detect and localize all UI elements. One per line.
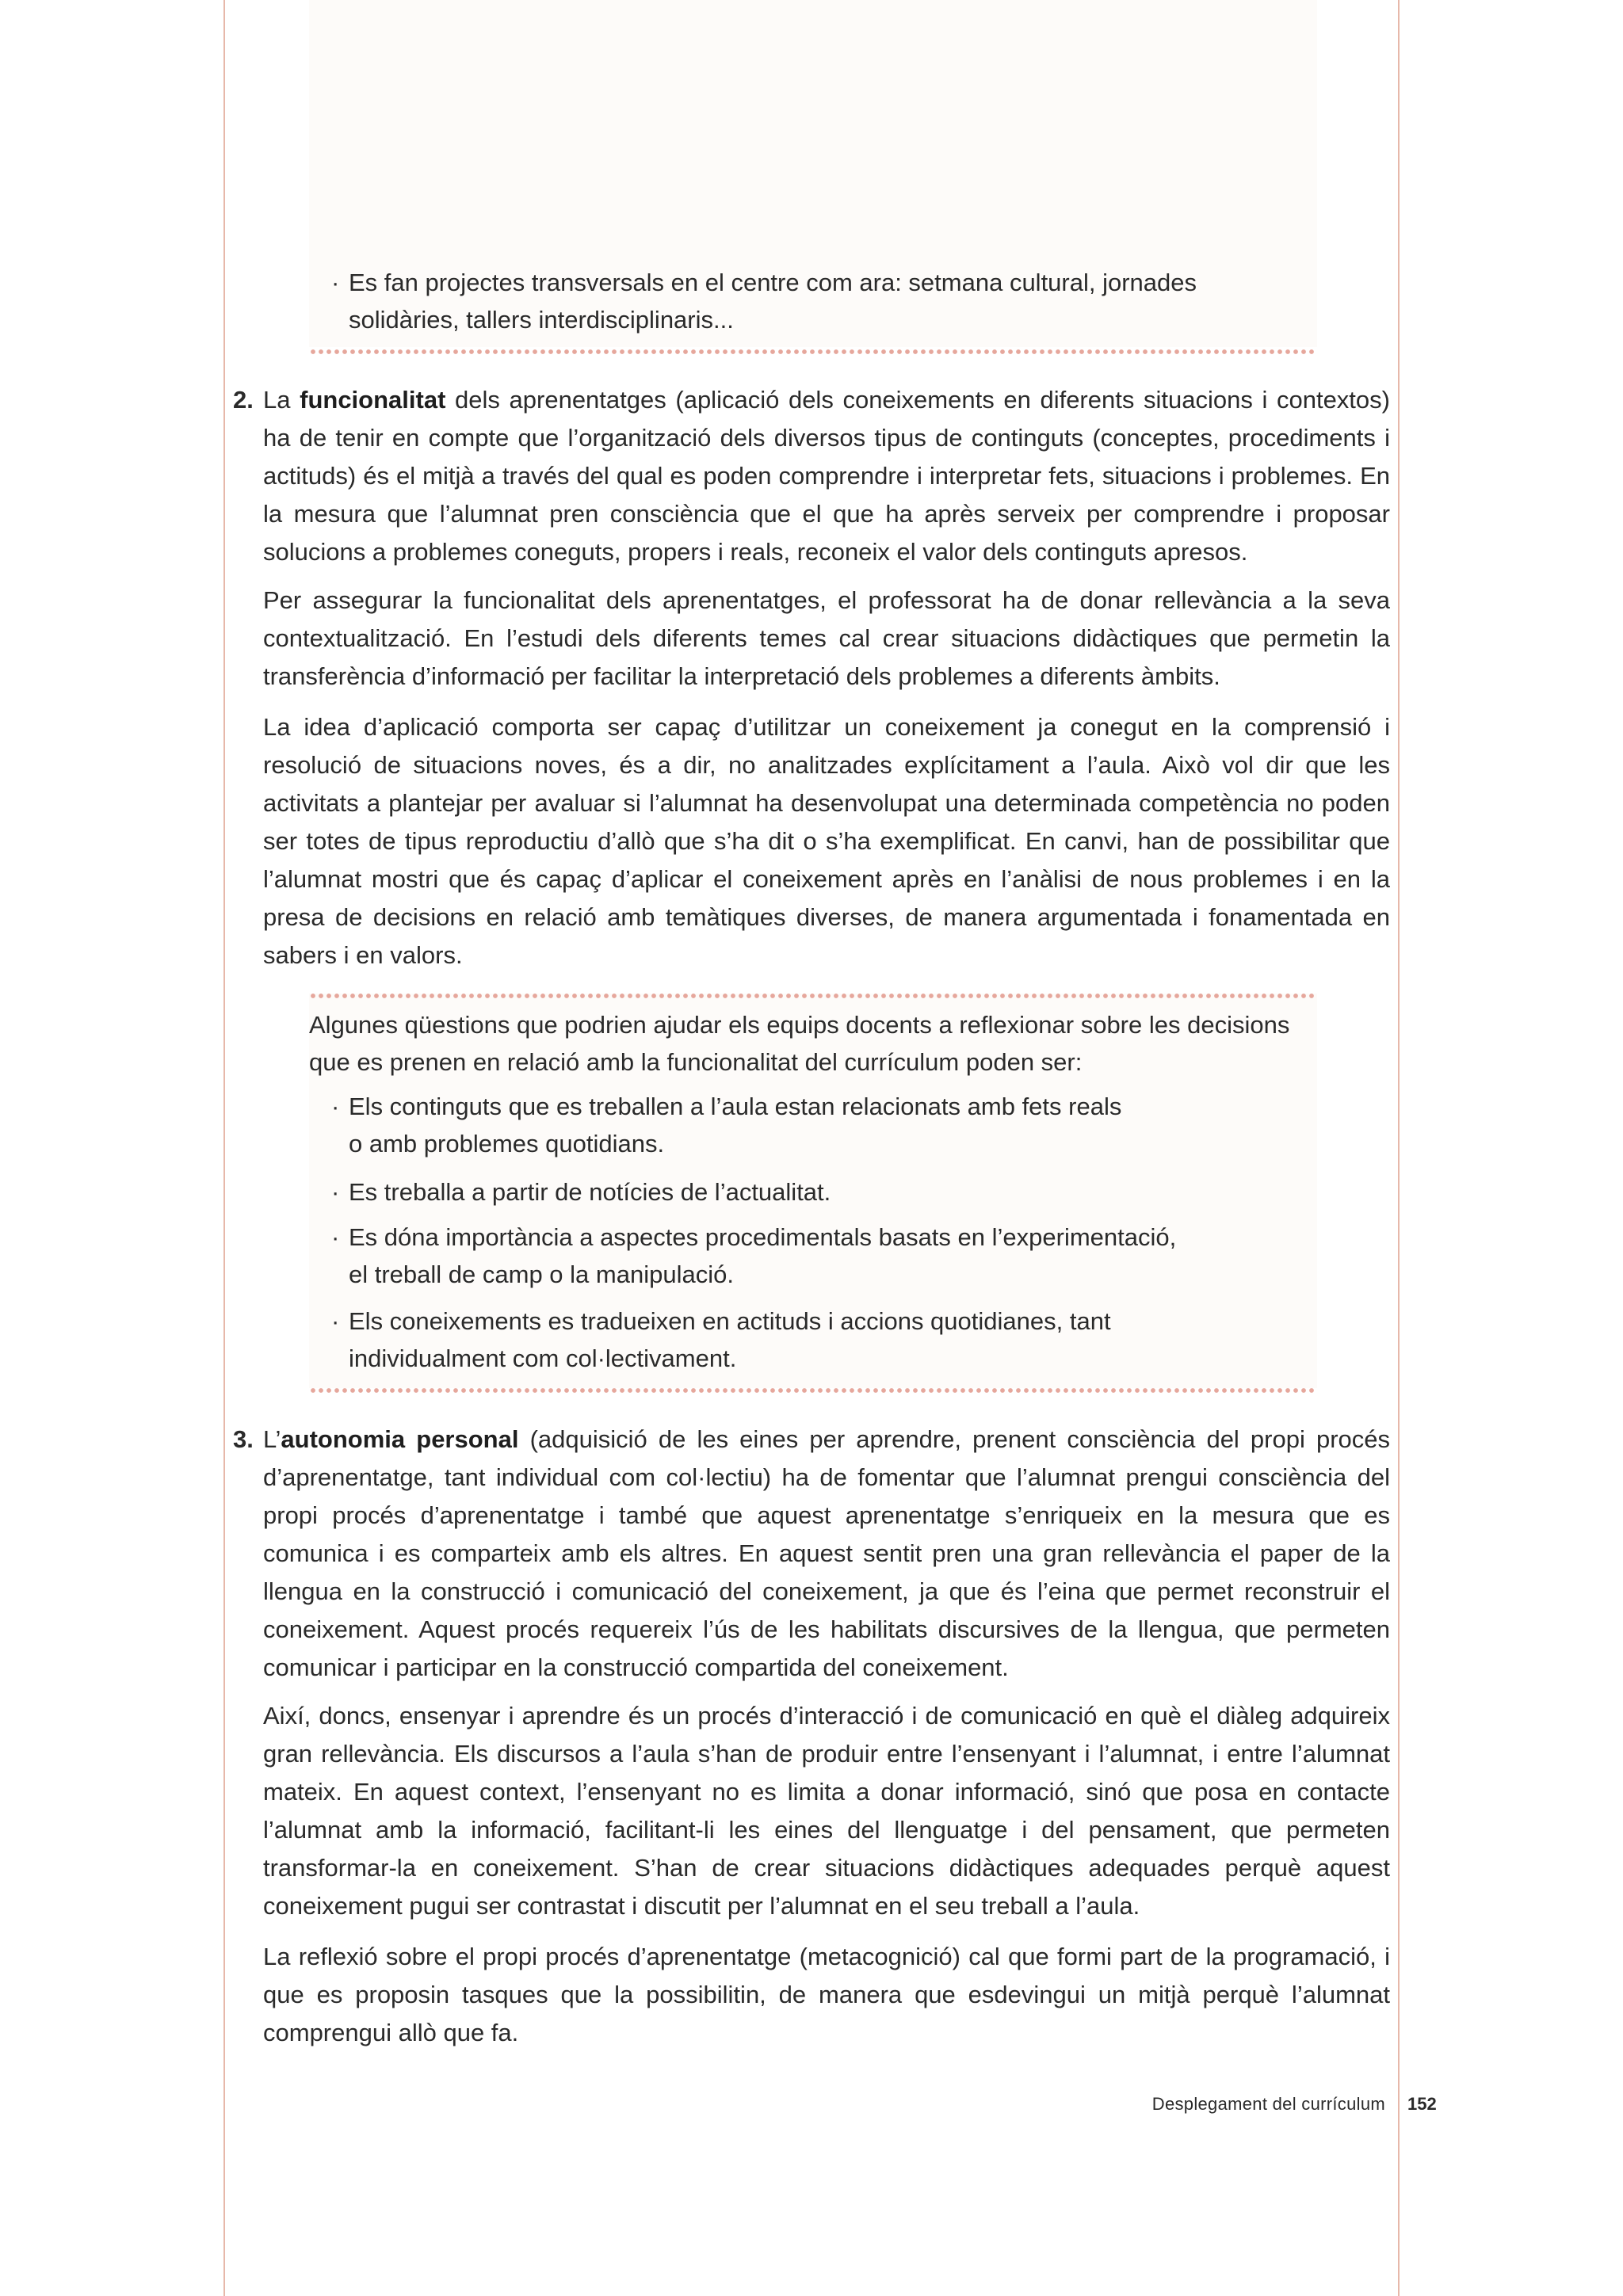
section2-paragraph-1: La funcionalitat dels aprenentatges (aplicació dels coneixements en diferents situacions i contextos) ha de tenir en compte que l’organització dels diversos tipus de continguts (conceptes, procediments i actituds) és el mitjà a través del qual es poden comprendre i interpretar fets, situacions i problemes. En la mesura que l’alumnat pren consciència que el que ha après serveix per comprendre i proposar solucions a problemes coneguts, propers i reals, reconeix el valor dels continguts apresos. bbox=[263, 386, 1390, 566]
running-footer: Desplegament del currículum bbox=[1151, 2094, 1385, 2114]
section3-paragraph-2: Així, doncs, ensenyar i aprendre és un procés d’interacció i de comunicació en què el diàleg adquireix gran rellevància. Els discursos a l’aula s’han de produir entre l’ensenyant i l’alumnat, i entre l’alumnat mateix. En aquest context, l’ensenyant no es limita a donar informació, sinó que posa en contacte l’alumnat amb la informació, facilitant-li les eines del llenguatge i del pensament, que permeten transformar-la en coneixement. S’han de crear situacions didàctiques adequades perquè aquest coneixement pugui ser contrastat i discutit per l’alumnat en el seu treball a l’aula. bbox=[263, 1702, 1390, 1920]
question-bullet: · Els coneixements es tradueixen en actituds i accions quotidianes, tant individualment com col·lectivament. bbox=[331, 1307, 1111, 1372]
dotted-separator bbox=[309, 992, 1317, 1000]
dotted-separator bbox=[309, 1386, 1317, 1394]
section3-paragraph-1: L’autonomia personal (adquisició de les eines per aprendre, prenent consciència del propi procés d’aprenentatge, tant individual com col·lectiu) ha de fomentar que l’alumnat prengui consciència del propi procés d’aprenentatge i també que aquest aprenentatge s’enriqueix en la mesura que es comunica i es comparteix amb els altres. En aquest sentit pren una gran rellevància el paper de la llengua en la construcció i comunicació del coneixement, ja que és l’eina que permet reconstruir el coneixement. Aquest procés requereix l’ús de les habilitats discursives de la llengua, que permeten comunicar i participar en la construcció compartida del coneixement. bbox=[263, 1425, 1391, 1681]
question-bullet: · Es dóna importància a aspectes procedimentals basats en l’experimentació, el treball de camp o la manipulació. bbox=[331, 1223, 1177, 1288]
question-bullet: · Es treballa a partir de notícies de l’actualitat. bbox=[331, 1178, 831, 1206]
top-bullet-item: · Es fan projectes transversals en el centre com ara: setmana cultural, jornades solidàries, tallers interdisciplinaris... bbox=[331, 269, 1197, 334]
questions-intro: Algunes qüestions que podrien ajudar els equips docents a reflexionar sobre les decisions que es prenen en relació amb la funcionalitat del currículum poden ser: bbox=[309, 1011, 1290, 1076]
section2-term: funcionalitat bbox=[300, 386, 446, 414]
dotted-separator bbox=[309, 348, 1317, 356]
item-number: 2. bbox=[233, 386, 254, 414]
question-bullet: · Els continguts que es treballen a l’aula estan relacionats amb fets reals o amb problemes quotidians. bbox=[331, 1093, 1122, 1158]
section3-paragraph-3: La reflexió sobre el propi procés d’aprenentatge (metacognició) cal que formi part de la programació, i que es proposin tasques que la possibilitin, de manera que esdevingui un mitjà perquè l’alumnat comprengui allò que fa. bbox=[263, 1943, 1390, 2046]
left-margin-rule bbox=[223, 0, 225, 2296]
right-margin-rule bbox=[1398, 0, 1400, 2296]
section2-paragraph-2: Per assegurar la funcionalitat dels aprenentatges, el professorat ha de donar rellevància a la seva contextualització. En l’estudi dels diferents temes cal crear situacions didàctiques que permetin la transferència d’informació per facilitar la interpretació dels problemes a diferents àmbits. bbox=[263, 586, 1390, 690]
section3-term: autonomia personal bbox=[281, 1425, 519, 1453]
section2-paragraph-3: La idea d’aplicació comporta ser capaç d’utilitzar un coneixement ja conegut en la comprensió i resolució de situacions noves, és a dir, no analitzades explícitament a l’aula. Això vol dir que les activitats a plantejar per avaluar si l’alumnat ha desenvolupat una determinada competència no poden ser totes de tipus reproductiu d’allò que s’ha dit o s’ha exemplificat. En canvi, han de possibilitar que l’alumnat mostri que és capaç d’aplicar el coneixement après en l’anàlisi de nous problemes i en la presa de decisions en relació amb temàtiques diverses, de manera argumentada i fonamentada en sabers i en valors. bbox=[263, 713, 1390, 969]
item-number: 3. bbox=[233, 1425, 254, 1453]
page-number: 152 bbox=[1407, 2094, 1437, 2114]
